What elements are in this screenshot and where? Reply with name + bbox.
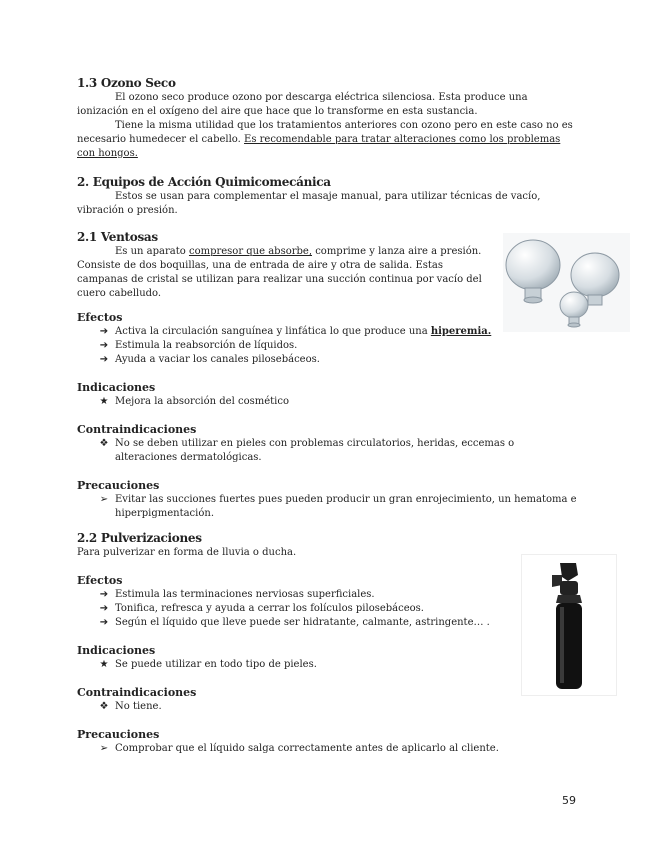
arrow-icon: ➔ bbox=[99, 603, 109, 614]
list-precauciones bbox=[77, 742, 577, 756]
list-item: ❖ No tiene. bbox=[77, 700, 577, 714]
arrow-icon: ➔ bbox=[99, 354, 109, 365]
arrow-icon: ➔ bbox=[99, 326, 109, 337]
list-item: ➢ Comprobar que el líquido salga correctamente antes de aplicarlo al cliente. bbox=[77, 742, 577, 756]
underlined-text: compresor que absorbe, bbox=[188, 246, 313, 257]
list-item: ❖ No se deben utilizar en pieles con problemas circulatorios, heridas, eccemas o alteraciones dermatológicas. bbox=[77, 437, 577, 465]
list-contraindicaciones bbox=[77, 437, 577, 465]
subheading-contraindicaciones: Contraindicaciones bbox=[77, 423, 197, 436]
arrow-icon: ➔ bbox=[99, 617, 109, 628]
list-item: ➢ Evitar las succiones fuertes pues pueden producir un gran enrojecimiento, un hematoma e hiperpigmentación. bbox=[77, 493, 577, 521]
subheading-indicaciones: Indicaciones bbox=[77, 381, 156, 394]
glass-cups-image bbox=[503, 233, 630, 332]
spray-bottle-image bbox=[521, 554, 617, 696]
arrow-icon: ➔ bbox=[99, 589, 109, 600]
list-item: ➔ Activa la circulación sanguínea y linfática lo que produce una hiperemia. bbox=[77, 325, 577, 339]
paragraph: Es un aparato compresor que absorbe, comprime y lanza aire a presión. Consiste de dos boquillas, una de entrada de aire y otra de salida. Estas campanas de cristal se utilizan para realizar una succión continua por vacío del cuero cabelludo. bbox=[77, 246, 482, 299]
list-item: ➔ Estimula las terminaciones nerviosas superficiales. bbox=[77, 588, 577, 602]
section-title-ozono-seco: 1.3 Ozono Seco bbox=[77, 76, 176, 90]
underlined-text: Es recomendable para tratar alteraciones como los problemas con hongos. bbox=[77, 134, 561, 159]
list-item: ➔ Estimula la reabsorción de líquidos. bbox=[77, 339, 577, 353]
section-title-ventosas: 2.1 Ventosas bbox=[77, 230, 158, 244]
list-item: ➔ Tonifica, refresca y ayuda a cerrar los folículos pilosebáceos. bbox=[77, 602, 577, 616]
list-precauciones bbox=[77, 493, 577, 521]
diamond-icon: ❖ bbox=[99, 438, 109, 449]
list-contraindicaciones bbox=[77, 700, 577, 714]
subheading-contraindicaciones: Contraindicaciones bbox=[77, 686, 197, 699]
list-efectos bbox=[77, 325, 577, 367]
subheading-precauciones: Precauciones bbox=[77, 728, 160, 741]
section-title-equipos: 2. Equipos de Acción Quimicomecánica bbox=[77, 175, 331, 189]
subheading-efectos: Efectos bbox=[77, 574, 123, 587]
arrow-icon: ➔ bbox=[99, 340, 109, 351]
star-icon: ★ bbox=[99, 396, 109, 407]
subheading-indicaciones: Indicaciones bbox=[77, 644, 156, 657]
diamond-icon: ❖ bbox=[99, 701, 109, 712]
paragraph: Tiene la misma utilidad que los tratamientos anteriores con ozono pero en este caso no es necesario humedecer el cabello. Es recomendable para tratar alteraciones como los problemas con hongos. bbox=[77, 120, 573, 159]
subheading-efectos: Efectos bbox=[77, 311, 123, 324]
section-title-pulverizaciones: 2.2 Pulverizaciones bbox=[77, 531, 202, 545]
list-item: ★ Mejora la absorción del cosmético bbox=[77, 395, 577, 409]
list-indicaciones bbox=[77, 395, 577, 409]
paragraph: El ozono seco produce ozono por descarga eléctrica silenciosa. Esta produce una ionización en el oxígeno del aire que hace que lo transforme en esta sustancia. bbox=[77, 92, 528, 117]
page-content bbox=[77, 76, 577, 756]
list-item: ➔ Ayuda a vaciar los canales pilosebáceos. bbox=[77, 353, 577, 367]
paragraph: Estos se usan para complementar el masaje manual, para utilizar técnicas de vacío, vibración o presión. bbox=[77, 191, 541, 216]
chevron-icon: ➢ bbox=[99, 494, 109, 505]
chevron-icon: ➢ bbox=[99, 743, 109, 754]
subheading-precauciones: Precauciones bbox=[77, 479, 160, 492]
page-number: 59 bbox=[562, 794, 576, 807]
star-icon: ★ bbox=[99, 659, 109, 670]
list-indicaciones bbox=[77, 658, 577, 672]
list-item: ★ Se puede utilizar en todo tipo de pieles. bbox=[77, 658, 577, 672]
list-item: ➔ Según el líquido que lleve puede ser hidratante, calmante, astringente… . bbox=[77, 616, 577, 630]
paragraph: Para pulverizar en forma de lluvia o ducha. bbox=[77, 547, 297, 558]
list-efectos bbox=[77, 588, 577, 630]
